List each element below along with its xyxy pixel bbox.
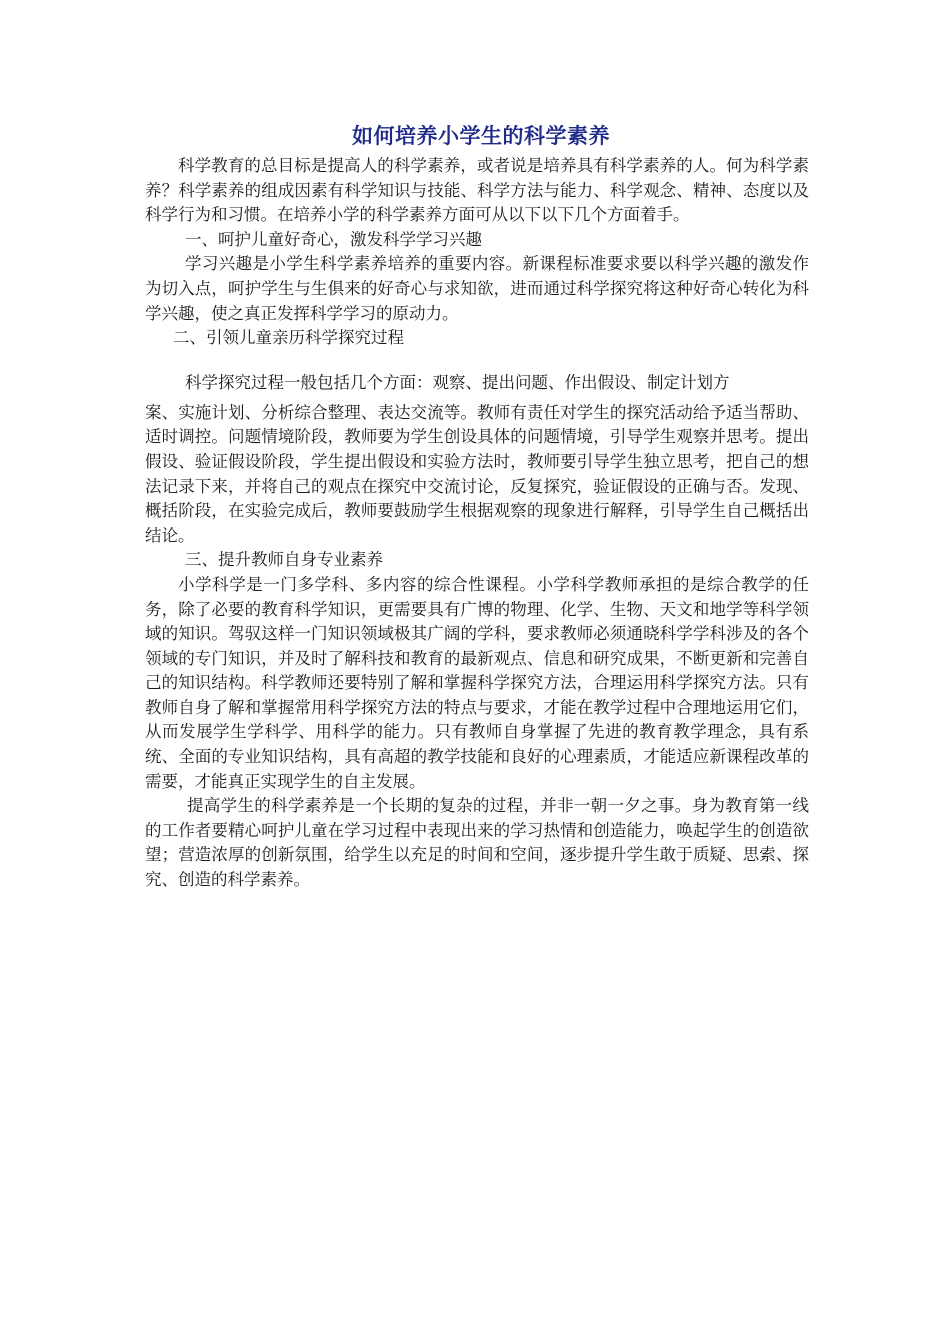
conclusion-paragraph: 提高学生的科学素养是一个长期的复杂的过程，并非一朝一夕之事。身为教育第一线的工作者要精心呵护儿童在学习过程中表现出来的学习热情和创造能力，唤起学生的创造欲望；营造浓厚的创新氛围，给学生以充足的时间和空间，逐步提升学生敢于质疑、思索、探究、创造的科学素养。 <box>145 796 809 890</box>
section-2-body: 案、实施计划、分析综合整理、表达交流等。教师有责任对学生的探究活动给予适当帮助、适时调控。问题情境阶段，教师要为学生创设具体的问题情境，引导学生观察并思考。提出假设、验证假设阶段，学生提出假设和实验方法时，教师要引导学生独立思考，把自己的想法记录下来，并将自己的观点在探究中交流讨论，反复探究，验证假设的正确与否。发现、概括阶段，在实验完成后，教师要鼓励学生根据观察的现象进行解释，引导学生自己概括出结论。 <box>145 402 809 545</box>
section-2-body-first-line: 科学探究过程一般包括几个方面：观察、提出问题、作出假设、制定计划方 <box>185 372 730 392</box>
section-1-body: 学习兴趣是小学生科学素养培养的重要内容。新课程标准要求要以科学兴趣的激发作为切入点，呵护学生与生俱来的好奇心与求知欲，进而通过科学探究将这种好奇心转化为科学兴趣，使之真正发挥科学学习的原动力。 <box>145 254 809 323</box>
intro-paragraph: 科学教育的总目标是提高人的科学素养，或者说是培养具有科学素养的人。何为科学素养？科学素养的组成因素有科学知识与技能、科学方法与能力、科学观念、精神、态度以及科学行为和习惯。在培养小学的科学素养方面可从以下以下几个方面着手。 <box>145 156 809 225</box>
document-title: 如何培养小学生的科学素养 <box>352 124 610 148</box>
section-3-body: 小学科学是一门多学科、多内容的综合性课程。小学科学教师承担的是综合教学的任务，除了必要的教育科学知识，更需要具有广博的物理、化学、生物、天文和地学等科学领域的知识。驾驭这样一门知识领域极其广阔的学科，要求教师必须通晓科学学科涉及的各个领域的专门知识，并及时了解科技和教育的最新观点、信息和研究成果，不断更新和完善自己的知识结构。科学教师还要特别了解和掌握科学探究方法，合理运用科学探究方法。只有教师自身了解和掌握常用科学探究方法的特点与要求，才能在教学过程中合理地运用它们，从而发展学生学科学、用科学的能力。只有教师自身掌握了先进的教育教学理念，具有系统、全面的专业知识结构，具有高超的教学技能和良好的心理素质，才能适应新课程改革的需要，才能真正实现学生的自主发展。 <box>145 574 809 791</box>
document-page <box>145 118 809 893</box>
section-1-heading: 一、呵护儿童好奇心，激发科学学习兴趣 <box>185 229 482 249</box>
section-3-heading: 三、提升教师自身专业素养 <box>185 550 383 570</box>
section-2-spacer <box>145 351 809 365</box>
section-2-heading: 二、引领儿童亲历科学探究过程 <box>173 328 404 348</box>
